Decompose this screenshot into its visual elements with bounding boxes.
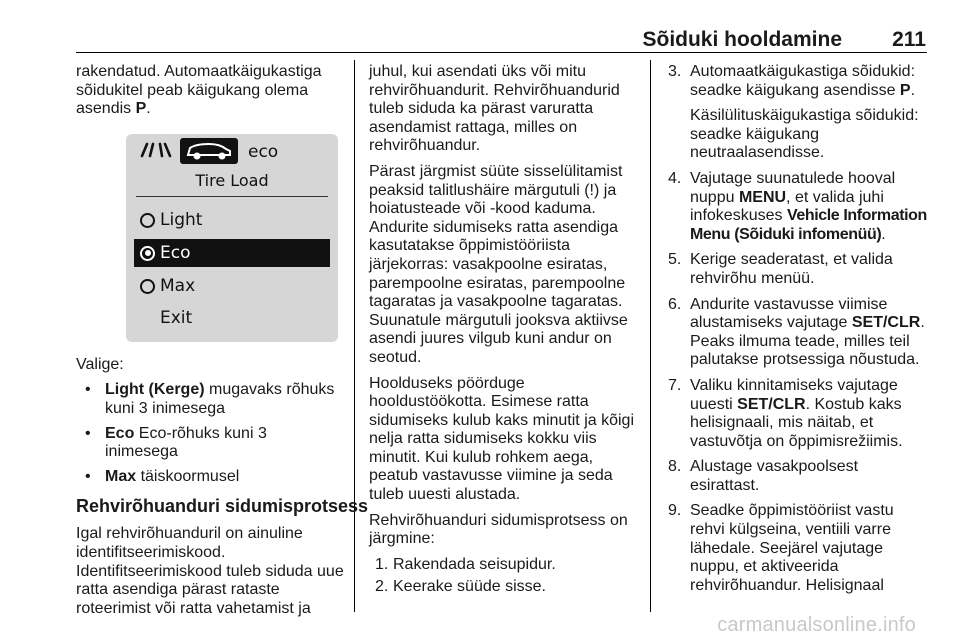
option-bullet-list [76,381,344,486]
list-item: 1. Rakendada seisupidur. [375,555,556,573]
list-item: 3. Automaatkäigukastiga sõidukid: seadke käigukang asendisse P. [668,63,916,99]
column-divider-2 [650,60,651,612]
display-option-max: Max [134,272,330,300]
column-1 [76,63,369,625]
list-item: 8. Alustage vasakpoolsest esirattast. [668,458,859,494]
tire-load-display [126,134,338,342]
column-3 [668,63,930,602]
section-heading: Rehvirõhuanduri sidumisprotsess [76,496,369,517]
watermark: carmanualsonline.info [717,614,916,636]
step-list [369,556,639,597]
eco-mode-text: eco [248,141,279,162]
intro-paragraph: rakendatud. Automaatkäigukastiga sõidukitel peab käigukang olema asendis P. [76,63,322,118]
display-option-eco: Eco [134,239,330,267]
paragraph: juhul, kui asendati üks või mitu rehvirõhuandurit. Rehvirõhuandurid tuleb siduda ka pärast varuratta asendamist rattaga, milles on rehvirõhuandur. [369,63,620,155]
list-item-note: Käsilülituskäigukastiga sõidukid: seadke käigukang neutraalasendisse. [690,107,919,162]
tire-pressure-warning-icon: (!) [584,181,600,199]
paragraph: Pärast järgmist süüte sisselülitamist peaksid talitlushäire märgutuli (!) ja hoiatusteade või -kood kaduma. Andurite sidumiseks ratta asendiga kasutatakse õppimistööriista järjekorras: vasakpoolne esiratas, parempoolne esiratas, parempoolne tagaratas ja vasakpoolne tagaratas. Suunatule märgutuli jooksva aktiivse asendi juures vilgub kuni andur on seotud. [369,162,628,366]
choose-label: Valige: [76,355,124,373]
display-top-bar [126,134,338,168]
section-paragraph: Igal rehvirõhuanduril on ainuline identifitseerimiskood. Identifitseerimiskood tuleb siduda uue ratta asendiga pärast rataste roteerimist või ratta vahetamist ja [76,525,344,617]
page-number: 211 [892,28,926,51]
paragraph: Rehvirõhuanduri sidumisprotsess on järgmine: [369,511,628,548]
radio-selected-icon [140,246,155,261]
list-item: 2. Keerake süüde sisse. [375,578,546,596]
list-item: 9. Seadke õppimistööriist vastu rehvi külgseina, ventiili varre lähedale. Seejärel vajutage nuppu, et aktiveerida rehvirõhuandur. Helisignaal [668,502,894,594]
step-list [668,63,930,595]
list-item: • Eco Eco-rõhuks kuni 3 inimesega [76,425,344,462]
display-exit: Exit [160,307,193,328]
radio-icon [140,279,155,294]
page-header-title: Sõiduki hooldamine [642,28,842,51]
list-item: 5. Kerige seaderatast, et valida rehvirõhu menüü. [668,251,893,287]
header-rule [76,52,927,53]
radio-icon [140,213,155,228]
paragraph: Hoolduseks pöörduge hooldustöökotta. Esimese ratta sidumiseks kulub kaks minutit ja kõigi nelja ratta sidumiseks kokku viis minutit. Kui kulub rohkem aega, peatub vastavusse viimine ja seda tuleb uuesti alustada. [369,374,634,504]
display-title: Tire Load [195,170,269,190]
list-item: 7. Valiku kinnitamiseks vajutage uuesti SET/CLR. Kostub kaks helisignaali, mis näitab, et vastuvõtja on õppimisrežiimis. [668,376,903,450]
display-option-light: Light [134,206,330,234]
column-divider-1 [354,60,355,612]
list-item: • Light (Kerge) mugavaks rõhuks kuni 3 inimesega [76,381,344,418]
list-item: • Max täiskoormusel [76,468,344,487]
lane-assist-icon [142,144,170,156]
column-2 [369,63,639,601]
list-item: 6. Andurite vastavusse viimise alustamiseks vajutage SET/CLR. Peaks ilmuma teade, milles teil palutakse protsessiga nõustuda. [668,295,925,369]
display-divider [136,196,328,197]
list-item: 4. Vajutage suunatulede hooval nuppu MENU, et valida juhi infokeskuses Vehicle Information Menu (Sõiduki infomenüü). [668,169,927,243]
